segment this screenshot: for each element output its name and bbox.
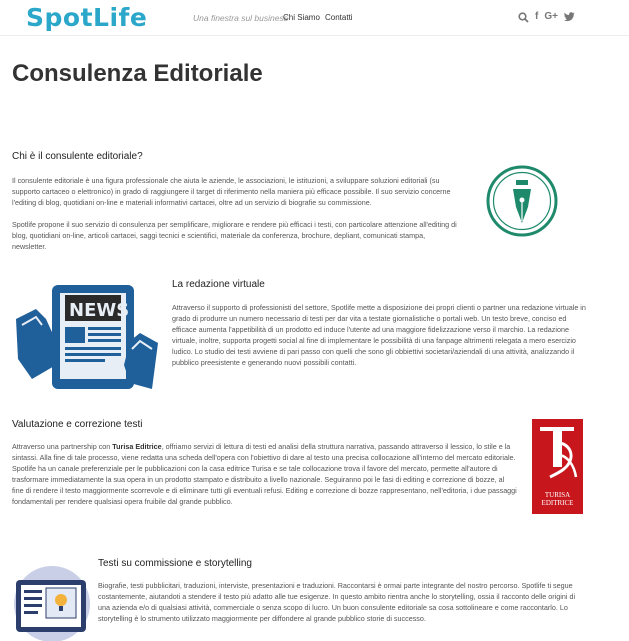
paragraph-rest: , offriamo servizi di lettura di testi ed analisi della struttura narrativa, passando attraverso il lessico, lo stile e la sintassi. Alla fine di tale processo, viene redatta una scheda dell'opera con l'obiettivo di dare al testo una precisa collocazione all'interno del mercato editoriale. Spotlife ha un canale preferenziale per le pubblicazioni con la casa editrice Turisa e se tale collocazione trova il favore del mercato, permette all'autore di trasformare immediatamente la sua opera in un prodotto stampato e distribuito a livello nazionale. Seguiranno poi le fasi di editing e correzione di bozze, al fine di rendere il testo maggiormente scorrevole e di eliminare tutti gli eventuali refusi. Editing e correzione di bozze rappresentano, nell'editoria, i due passaggi fondamentali per rendere qualsiasi opera fruibile dal grande pubblico. — [12, 442, 517, 506]
nav-contatti[interactable]: Contatti — [325, 13, 353, 22]
section-paragraph: Spotlife propone il suo servizio di consulenza per semplificare, migliorare e rendere più efficaci i testi, con particolare attenzione all'editing di blog, quotidiani on-line, articoli cartacei, saggi tecnici e scientifici, materiale da conferenza, brochure, depliant, comunicati stampa, newsletter. — [12, 220, 457, 251]
section-title-storytelling: Testi su commissione e storytelling — [98, 558, 252, 569]
turisa-link[interactable]: Turisa Editrice — [112, 442, 162, 451]
news-tablet-illustration — [12, 279, 162, 397]
fountain-pen-icon — [486, 165, 558, 237]
turisa-logo-line1: TURISA — [544, 491, 571, 499]
news-label: NEWS — [69, 300, 130, 321]
section-title-valutazione: Valutazione e correzione testi — [12, 419, 143, 430]
site-logo[interactable]: SpotLife — [26, 3, 148, 32]
search-icon[interactable] — [518, 12, 529, 23]
computer-illustration — [12, 560, 92, 641]
nav-chi-siamo[interactable]: Chi Siamo — [283, 13, 320, 22]
header-icons — [518, 9, 575, 25]
paragraph-intro: Attraverso una partnership con — [12, 442, 113, 451]
page-title: Consulenza Editoriale — [12, 60, 263, 87]
site-header — [0, 0, 629, 36]
google-plus-icon[interactable]: G+ — [544, 11, 558, 22]
turisa-logo-line2: EDITRICE — [541, 499, 574, 507]
section-paragraph: Attraverso il supporto di professionisti del settore, Spotlife mette a disposizione dei propri clienti o partner una redazione virtuale in grado di produrre un numero necessario di testi per dar vita a testate giornalistiche o portali web. Un testo breve, conciso ed efficace aumenta l'appetibilità di un prodotto ed induce l'utente ad una maggiore fidelizzazione verso il marchio. La redazione virtuale, inoltre, supporta progetti social al fine di implementare le possibilità di una fanpage altrimenti relegata a mero esercizio ludico. Lo studio dei testi avviene di pari passo con quelli che sono gli obbiettivi societari/aziendali di una attività, analizzando il pubblico preesistente e generando nuovi possibili contatti. — [172, 303, 586, 367]
turisa-editrice-logo[interactable] — [532, 419, 583, 514]
section-paragraph: Biografie, testi pubblicitari, traduzioni, interviste, presentazioni e traduzioni. Raccontarsi è ormai parte integrante del nostro percorso. Spotlife ti segue costantemente, aiutandoti a stendere il testo più adatto alle tue esigenze. In questo ambito rientra anche lo storytelling, ossia il racconto delle origini di una azienda e/o di qualsiasi attività, commerciale o senza scopo di lucro. Un buon consulente editoriale sa cosa sottolineare e come raccontarlo. Lo storytelling è lo strumento utilizzato maggiormente per diffondere al grande pubblico storie di successo. — [98, 581, 576, 623]
section-paragraph: Il consulente editoriale è una figura professionale che aiuta le aziende, le associazioni, le istituzioni, a sviluppare soluzioni editoriali (su supporto cartaceo o elettronico) in grado di raggiungere il target di riferimento nella maniera più efficace possibile. Il suo servizio concerne l'editing di blog, quotidiani on-line e materiali informativi cartacei, oltre ad un servizio di biografie su commissione. — [12, 176, 451, 207]
facebook-icon[interactable]: f — [535, 11, 539, 22]
site-tagline: Una finestra sul business — [193, 13, 288, 23]
twitter-icon[interactable] — [564, 12, 575, 22]
section-paragraph — [12, 441, 517, 507]
section-title-redazione: La redazione virtuale — [172, 279, 265, 290]
section-title-consulente: Chi è il consulente editoriale? — [12, 151, 143, 162]
